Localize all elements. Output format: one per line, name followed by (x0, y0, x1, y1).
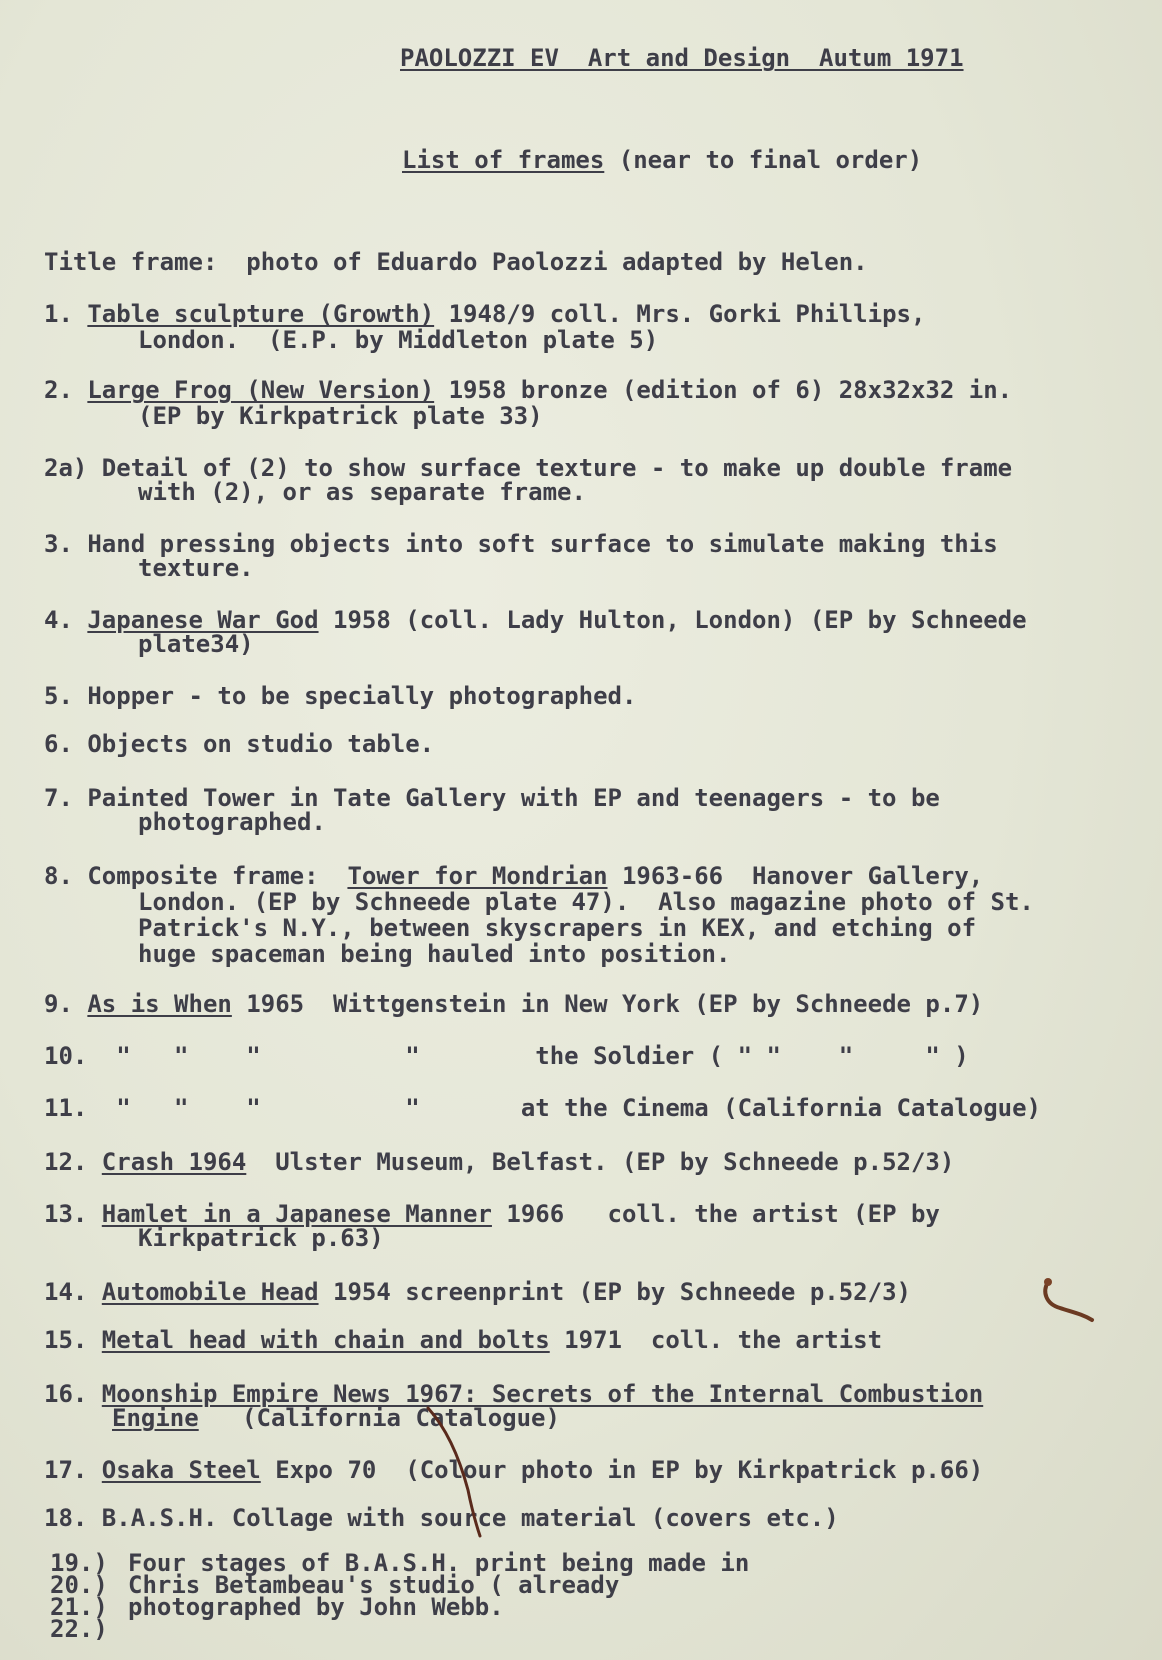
list-item-continuation: huge spaceman being hauled into position. (138, 940, 731, 968)
list-item-continuation: (EP by Kirkpatrick plate 33) (138, 402, 543, 430)
item-number: 14. (44, 1278, 102, 1306)
item-title: Table sculpture (Growth) (87, 300, 435, 328)
list-item-continuation: texture. (138, 554, 254, 582)
list-item (44, 1326, 882, 1354)
ink-mark-icon (420, 1400, 510, 1540)
item-text: 1954 screenprint (EP by Schneede p.52/3) (318, 1278, 911, 1306)
item-title: Hamlet in a Japanese Manner (101, 1200, 492, 1228)
item-text: 1963-66 Hanover Gallery, (607, 862, 984, 890)
item-text: 1971 coll. the artist (549, 1326, 883, 1354)
item-number: 16. (44, 1380, 102, 1408)
item-title: Engine (112, 1404, 199, 1432)
list-item (44, 1456, 983, 1484)
item-number: 15. (44, 1326, 102, 1354)
list-item (44, 862, 983, 890)
item-text: Expo 70 (Colour photo in EP by Kirkpatrick p.66) (260, 1456, 984, 1484)
item-number: 4. (44, 606, 88, 634)
final-text: photographed by John Webb. (128, 1593, 504, 1621)
item-number: 1. (44, 300, 88, 328)
item-text: 1948/9 coll. Mrs. Gorki Phillips, (434, 300, 926, 328)
list-item: 6. Objects on studio table. (44, 730, 435, 758)
list-item-continuation: with (2), or as separate frame. (138, 478, 586, 506)
list-item: 2a) Detail of (2) to show surface texture - to make up double frame (44, 454, 1013, 482)
final-number: 21.) (50, 1593, 108, 1621)
item-text: 1958 (coll. Lady Hulton, London) (EP by Schneede (318, 606, 1027, 634)
item-title: Large Frog (New Version) (87, 376, 435, 404)
list-item: 7. Painted Tower in Tate Gallery with EP and teenagers - to be (44, 784, 940, 812)
list-item (44, 1148, 954, 1176)
item-title: Automobile Head (101, 1278, 319, 1306)
item-text: (California Catalogue) (198, 1404, 560, 1432)
list-item-continuation: Patrick's N.Y., between skyscrapers in KEX, and etching of (138, 914, 977, 942)
item-text: 1966 coll. the artist (EP by (491, 1200, 940, 1228)
item-number: 2. (44, 376, 88, 404)
item-number: 9. (44, 990, 88, 1018)
item-title: Osaka Steel (101, 1456, 261, 1484)
final-number: 19.) (50, 1549, 108, 1577)
list-item-continuation: London. (EP by Schneede plate 47). Also magazine photo of St. (138, 888, 1034, 916)
item-text: 1965 Wittgenstein in New York (EP by Schneede p.7) (231, 990, 984, 1018)
final-text: Chris Betambeau's studio ( already (128, 1571, 620, 1599)
list-item (44, 1278, 911, 1306)
item-title: Tower for Mondrian (347, 862, 608, 890)
item-title: Japanese War God (87, 606, 319, 634)
list-item: 10. " " " " the Soldier ( " " " " ) (44, 1042, 969, 1070)
subtitle-underlined: List of frames (402, 146, 605, 174)
item-text: Ulster Museum, Belfast. (EP by Schneede p.52/3) (246, 1148, 955, 1176)
list-item: 18. B.A.S.H. Collage with source material (covers etc.) (44, 1504, 839, 1532)
final-number: 22.) (50, 1615, 108, 1643)
item-number: 8. Composite frame: (44, 862, 348, 890)
list-item-continuation: plate34) (138, 630, 254, 658)
item-title: Crash 1964 (101, 1148, 247, 1176)
document-subtitle (402, 146, 922, 174)
list-item (44, 990, 983, 1018)
item-title: Moonship Empire News 1967: Secrets of the Internal Combustion (101, 1380, 984, 1408)
document-title: PAOLOZZI EV Art and Design Autum 1971 (400, 44, 964, 72)
item-title: Metal head with chain and bolts (101, 1326, 550, 1354)
title-frame-line: Title frame: photo of Eduardo Paolozzi adapted by Helen. (44, 248, 868, 276)
list-item-continuation: London. (E.P. by Middleton plate 5) (138, 326, 659, 354)
item-text: 1958 bronze (edition of 6) 28x32x32 in. (434, 376, 1013, 404)
item-number: 17. (44, 1456, 102, 1484)
list-item-continuation: photographed. (138, 808, 326, 836)
list-item (44, 300, 925, 328)
list-item: 5. Hopper - to be specially photographed. (44, 682, 637, 710)
ink-stain-icon (1030, 1270, 1110, 1330)
list-item: 3. Hand pressing objects into soft surface to simulate making this (44, 530, 998, 558)
item-title: As is When (87, 990, 232, 1018)
item-number: 13. (44, 1200, 102, 1228)
final-number: 20.) (50, 1571, 108, 1599)
list-item: 11. " " " " at the Cinema (California Catalogue) (44, 1094, 1041, 1122)
list-item-continuation: Kirkpatrick p.63) (138, 1224, 384, 1252)
list-item (44, 376, 1012, 404)
final-text: Four stages of B.A.S.H. print being made in (128, 1549, 750, 1577)
item-number: 12. (44, 1148, 102, 1176)
subtitle-rest: (near to final order) (604, 146, 923, 174)
